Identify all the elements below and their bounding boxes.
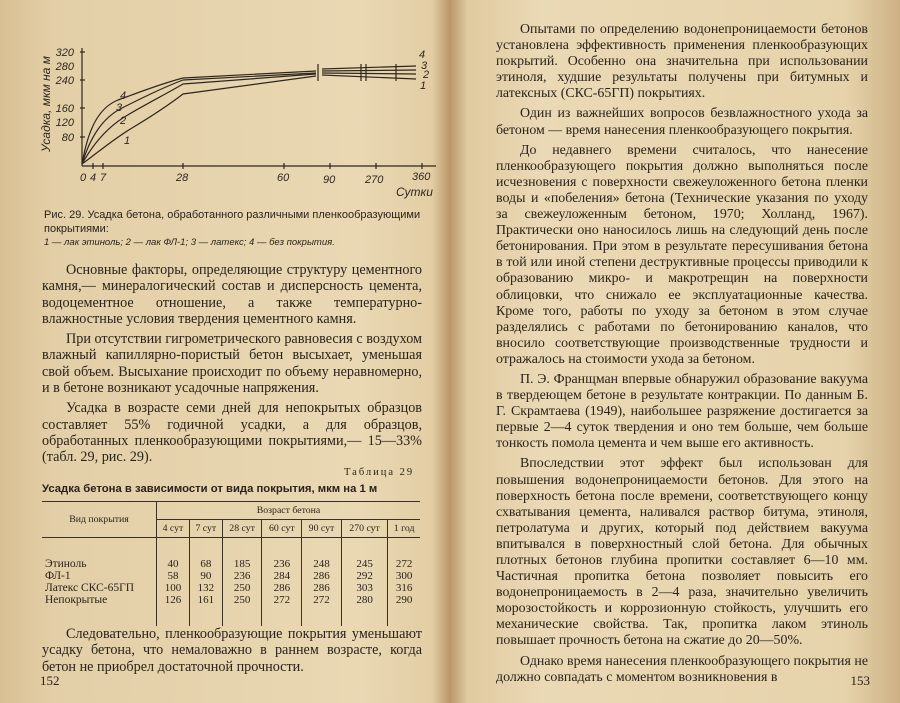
- row-name: ФЛ-1: [45, 570, 71, 582]
- x-tick-label: 90: [323, 174, 336, 186]
- column-header: 270 сут: [341, 520, 387, 538]
- cell: 316: [388, 582, 420, 594]
- column-header: 1 год: [388, 520, 420, 538]
- cell: 286: [302, 570, 342, 582]
- table-row: [42, 582, 420, 594]
- curve-end-label: 4: [419, 49, 426, 61]
- curve-label: 1: [124, 135, 131, 147]
- group-header: Возраст бетона: [157, 502, 421, 520]
- caption-legend: 1 — лак этиноль; 2 — лак ФЛ-1; 3 — латекс; 4 — без покрытия.: [44, 237, 335, 248]
- curve-end-label: 3: [421, 60, 428, 72]
- x-tick-label: 270: [365, 174, 384, 186]
- paragraph: Основные факторы, определяющие структуру цементного камня,— минералогический состав и дисперсность цемента, водоцементное отношение, а также температурно-влажностные условия твердения цементного камня.: [42, 262, 422, 327]
- column-header: 90 сут: [302, 520, 342, 538]
- paragraph: Впоследствии этот эффект был использован для повышения водонепроницаемости бетонов. Для этого на поверхность бетона после времени, соответствующего концу схватывания цемента, наливался раствор битума, этиноля, петролатума и других, который под действием вакуума впитывался в поверхностный слой бетона. Для обычных плотных бетонов глубина пропитки составляет 6—10 мм. Частичная пропитка бетона позволяет повысить его водонепроницаемость в 2—4 раза, значительно увеличить морозостойкость и коррозионную стойкость, улучшить его механические свойства. Так, пропитка лаком этиноль повышает прочность бетона на сжатие до 20—50%.: [496, 456, 868, 649]
- caption-title: Рис. 29. Усадка бетона, обработанного различными пленкообразующими покрытиями:: [44, 209, 421, 235]
- y-tick-label: 80: [61, 132, 74, 144]
- cell: 126: [157, 594, 190, 606]
- curve-end-label: 1: [420, 80, 427, 92]
- page-number-left: 152: [40, 673, 60, 688]
- cell: 290: [388, 594, 420, 606]
- paragraph: При отсутствии гигрометрического равновесия с воздухом влажный капиллярно-пористый бетон высыхает, уменьшая свой объем. Высыхание происходит по объему неравномерно, и в бетоне возникают усадочные напряжения.: [42, 331, 422, 397]
- cell: 250: [222, 582, 262, 594]
- cell: 248: [302, 558, 342, 570]
- table-title: Усадка бетона в зависимости от вида покрытия, мкм на 1 м: [42, 483, 378, 495]
- cell: 100: [157, 582, 190, 594]
- cell: 68: [189, 558, 222, 570]
- x-tick-label: 7: [100, 172, 107, 184]
- table-row: [42, 594, 420, 606]
- table-row: [42, 570, 420, 582]
- x-axis-label: Сутки: [396, 185, 433, 199]
- cell: 272: [302, 594, 342, 606]
- paragraph: Один из важнейших вопросов безвлажностного ухода за бетоном — время нанесения пленкообразующего покрытия.: [496, 106, 868, 138]
- cell: 286: [262, 582, 302, 594]
- row-name: Этиноль: [45, 558, 87, 570]
- paragraph: До недавнего времени считалось, что нанесение пленкообразующего покрытия должно выполняться после исчезновения с поверхности свежеуложенного бетона пленки воды и «побеления» бетона (Технические указания по уходу за свежеуложенным бетоном, 1970; Холланд, 1967). Практически оно наносилось лишь на следующий день после бетонирования. При этом в результате пересушивания бетона в той или иной степени деструктивные процессы приводили к образованию микро- и макротрещин на поверхности облицовки, что снижало ее эксплуатационные качества. Кроме того, работы по уходу за бетоном в этом случае разделялись с работами по бетонированию каналов, что вносило соответствующие производственные трудности и отражалось на стоимости ухода за бетоном.: [496, 142, 868, 367]
- cell: 185: [222, 558, 262, 570]
- left-body-text: [42, 262, 422, 470]
- x-tick-label: 60: [277, 172, 290, 184]
- cell: 132: [189, 582, 222, 594]
- left-tail-text: [42, 626, 422, 679]
- cell: 245: [341, 558, 387, 570]
- cell: 272: [388, 558, 420, 570]
- y-tick-label: 280: [55, 61, 74, 73]
- curve-label: 4: [120, 90, 127, 102]
- table-row: [42, 558, 420, 570]
- x-tick-label: 0: [80, 172, 87, 184]
- right-page: [450, 0, 900, 703]
- y-axis-label: Усадка, мкм на м: [39, 55, 53, 152]
- column-header: 7 сут: [189, 520, 222, 538]
- x-tick-label: 28: [176, 172, 189, 184]
- x-tick-label: 360: [412, 171, 431, 183]
- row-name: Латекс СКС-65ГП: [45, 582, 135, 594]
- shrinkage-table: [42, 501, 420, 626]
- y-tick-label: 120: [55, 117, 74, 129]
- y-tick-label: 320: [55, 47, 74, 59]
- cell: 236: [262, 558, 302, 570]
- column-header: 28 сут: [222, 520, 262, 538]
- x-tick-label: 4: [90, 172, 97, 184]
- curve-label: 2: [120, 115, 127, 127]
- cell: 58: [157, 570, 190, 582]
- cell: 236: [222, 570, 262, 582]
- curve-end-label: 2: [423, 69, 430, 81]
- cell: 286: [302, 582, 342, 594]
- paragraph: Следовательно, пленкообразующие покрытия уменьшают усадку бетона, что немаловажно в раннем возрасте, когда бетон не приобрел достаточной прочности.: [42, 626, 422, 675]
- paragraph: Усадка в возрасте семи дней для непокрытых образцов составляет 55% годичной усадки, а для образцов, обработанных пленкообразующими покрытиями,— 15—33% (табл. 29, рис. 29).: [42, 400, 422, 466]
- y-tick-label: 240: [55, 75, 74, 87]
- shrinkage-figure: [0, 0, 450, 210]
- cell: 280: [341, 594, 387, 606]
- y-tick-label: 160: [55, 103, 74, 115]
- row-name: Непокрытые: [45, 594, 108, 606]
- cell: 90: [189, 570, 222, 582]
- paragraph: Опытами по определению водонепроницаемости бетонов установлена эффективность применения пленкообразующих покрытий. Особенно она значительна при использовании этиноля, худшие результаты получены при битумных и латексных (СКС-65ГП) покрытиях.: [496, 22, 868, 102]
- cell: 300: [388, 570, 420, 582]
- column-header: 60 сут: [262, 520, 302, 538]
- cell: 40: [157, 558, 190, 570]
- row-header: Вид покрытия: [42, 502, 157, 538]
- cell: 303: [341, 582, 387, 594]
- curve-1: [82, 76, 316, 164]
- paragraph: П. Э. Франщман впервые обнаружил образование вакуума в твердеющем бетоне в результате контракции. По данным Б. Г. Скрамтаева (1949), наибольшее разряжение достигается за первые 2—4 суток твердения и оно тем больше, чем больше тонкость помола цемента и чем выше его активность.: [496, 371, 868, 452]
- cell: 284: [262, 570, 302, 582]
- column-header: 4 сут: [157, 520, 190, 538]
- page-number-right: 153: [850, 673, 870, 688]
- curve-2: [82, 74, 316, 164]
- curve-3: [82, 73, 316, 164]
- right-body-text: [496, 22, 868, 690]
- cell: 272: [262, 594, 302, 606]
- paragraph: Однако время нанесения пленкообразующего покрытия не должно совпадать с моментом возникновения в: [496, 653, 868, 685]
- table-number: Таблица 29: [344, 467, 415, 478]
- figure-caption: [44, 208, 434, 250]
- curve-label: 3: [116, 102, 123, 114]
- cell: 161: [189, 594, 222, 606]
- curve-4: [82, 71, 316, 164]
- cell: 292: [341, 570, 387, 582]
- cell: 250: [222, 594, 262, 606]
